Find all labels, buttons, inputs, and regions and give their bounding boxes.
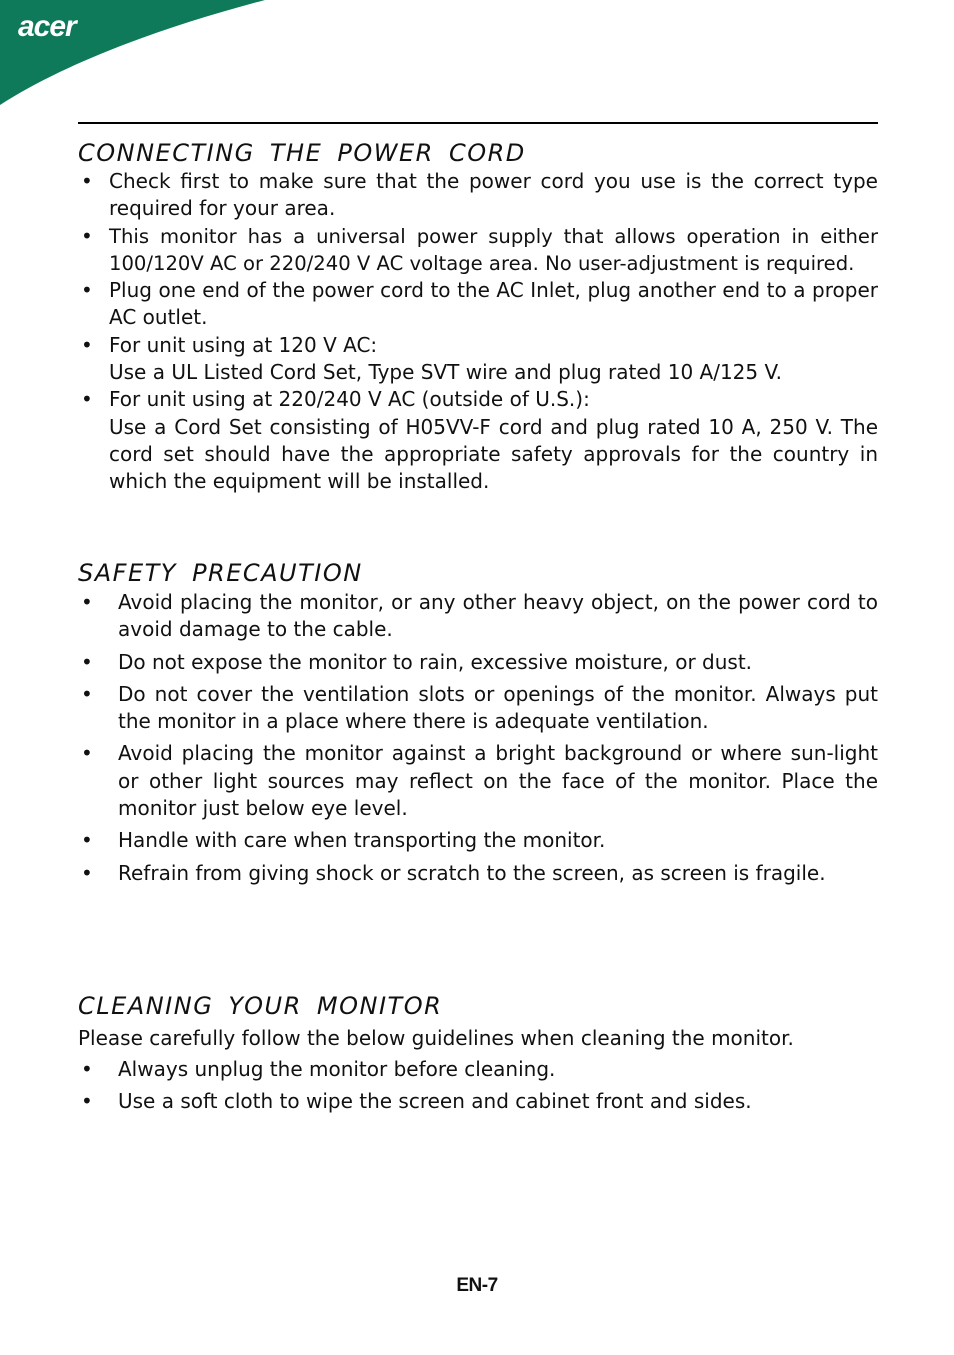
bullet-icon: • bbox=[81, 278, 93, 303]
list-item-text: Plug one end of the power cord to the AC Inlet, plug another end to a proper AC outlet. bbox=[109, 278, 878, 330]
acer-logo: acer bbox=[18, 10, 76, 43]
section-intro: Please carefully follow the below guidelines when cleaning the monitor. bbox=[78, 1026, 794, 1050]
list-item bbox=[78, 681, 878, 736]
section-connecting-power-cord bbox=[78, 138, 878, 496]
bullet-icon: • bbox=[81, 741, 93, 766]
bullet-icon: • bbox=[81, 223, 93, 248]
list-item-text: Always unplug the monitor before cleaning. bbox=[118, 1057, 556, 1081]
list-item-text: Refrain from giving shock or scratch to the screen, as screen is fragile. bbox=[118, 860, 826, 885]
list-item bbox=[78, 649, 878, 676]
list-item-text: Avoid placing the monitor against a bright background or where sun-light or other light sources may reflect on the face of the monitor. Place the monitor just below eye level. bbox=[118, 741, 878, 821]
bullet-list bbox=[78, 1056, 878, 1116]
list-item-text: Do not cover the ventilation slots or openings of the monitor. Always put the monitor in a place where there is adequate ventilation. bbox=[118, 681, 878, 734]
bullet-icon: • bbox=[81, 1089, 93, 1114]
section-heading: CLEANING YOUR MONITOR bbox=[78, 992, 443, 1020]
list-item-text: For unit using at 120 V AC: bbox=[109, 332, 378, 357]
list-item bbox=[78, 827, 878, 854]
bullet-icon: • bbox=[81, 590, 93, 614]
list-item bbox=[78, 860, 878, 887]
bullet-icon: • bbox=[81, 387, 93, 412]
bullet-icon: • bbox=[81, 681, 93, 706]
bullet-icon: • bbox=[81, 649, 93, 674]
top-rule bbox=[78, 122, 878, 124]
list-item bbox=[78, 223, 878, 278]
bullet-icon: • bbox=[81, 860, 93, 885]
list-item bbox=[78, 386, 878, 495]
list-item bbox=[78, 589, 878, 644]
bullet-list bbox=[78, 168, 878, 496]
list-item-text: Avoid placing the monitor, or any other heavy object, on the power cord to avoid damage to the cable. bbox=[118, 590, 878, 642]
page-number: EN-7 bbox=[456, 1275, 498, 1296]
section-heading: SAFETY PRECAUTION bbox=[78, 559, 363, 587]
list-item bbox=[78, 740, 878, 822]
list-item-text: Use a soft cloth to wipe the screen and cabinet front and sides. bbox=[118, 1089, 752, 1114]
list-item-text: For unit using at 220/240 V AC (outside of U.S.): bbox=[109, 387, 590, 412]
list-item-subtext: Use a Cord Set consisting of H05VV-F cord and plug rated 10 A, 250 V. The cord set should have the appropriate safety approvals for the country in which the equipment will be installed. bbox=[109, 414, 878, 494]
bullet-list bbox=[78, 589, 878, 887]
list-item bbox=[78, 168, 878, 223]
bullet-icon: • bbox=[81, 828, 93, 853]
list-item bbox=[78, 1056, 878, 1083]
list-item-text: Check first to make sure that the power cord you use is the correct type required for your area. bbox=[109, 169, 878, 221]
section-safety-precaution bbox=[78, 558, 878, 892]
bullet-icon: • bbox=[81, 1057, 93, 1081]
list-item bbox=[78, 332, 878, 387]
list-item bbox=[78, 277, 878, 332]
bullet-icon: • bbox=[81, 332, 93, 357]
list-item-text: This monitor has a universal power supply that allows operation in either 100/120V AC or 220/240 V AC voltage area. No user-adjustment is required. bbox=[109, 224, 878, 275]
bullet-icon: • bbox=[81, 169, 93, 193]
section-heading: CONNECTING THE POWER CORD bbox=[78, 139, 526, 167]
list-item bbox=[78, 1088, 878, 1115]
list-item-subtext: Use a UL Listed Cord Set, Type SVT wire and plug rated 10 A/125 V. bbox=[109, 360, 782, 385]
section-cleaning-monitor bbox=[78, 991, 878, 1121]
list-item-text: Do not expose the monitor to rain, excessive moisture, or dust. bbox=[118, 649, 753, 674]
list-item-text: Handle with care when transporting the monitor. bbox=[118, 828, 606, 853]
